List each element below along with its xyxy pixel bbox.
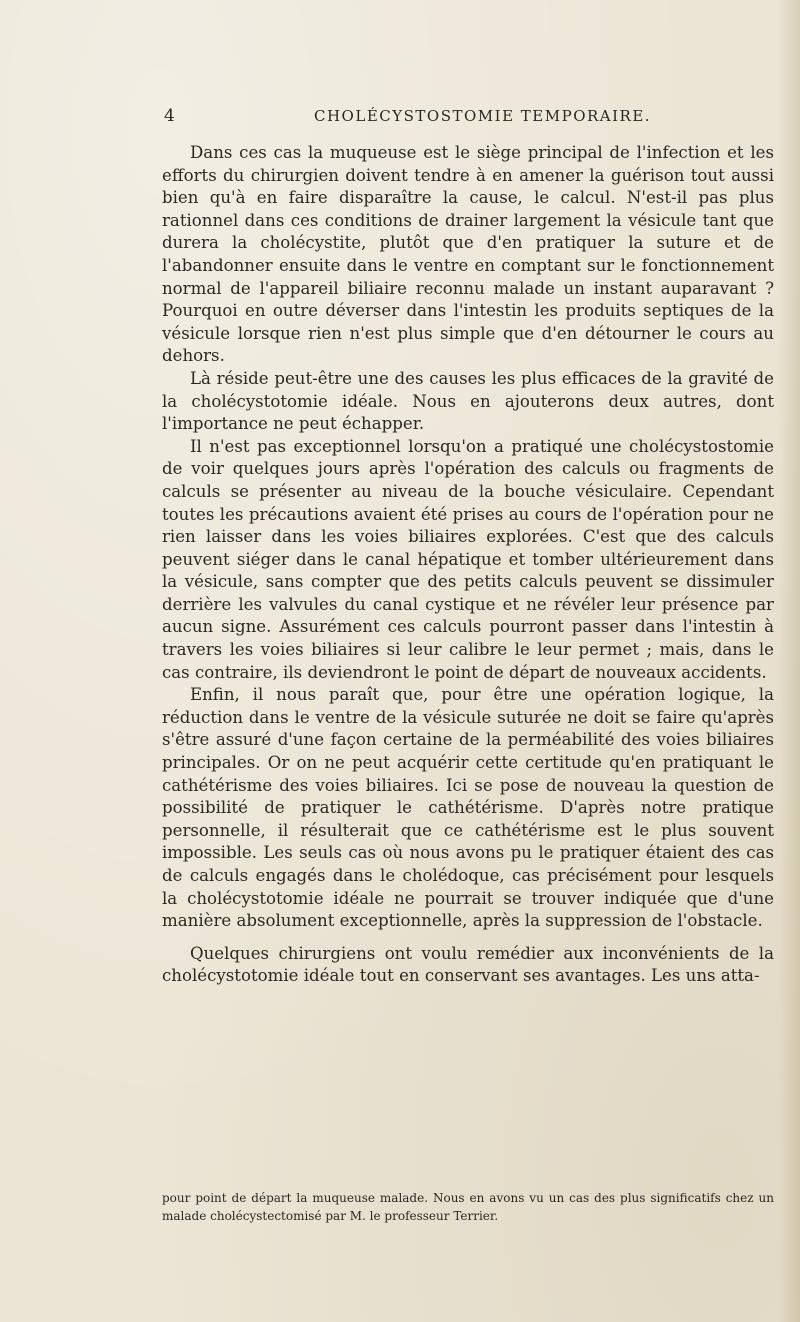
- footnote: pour point de départ la muqueuse malade. Nous en avons vu un cas des plus significatifs chez un malade cholécystectomisé par M. le professeur Terrier.: [162, 1191, 774, 1223]
- paragraph-3: Il n'est pas exceptionnel lorsqu'on a pratiqué une cholécystostomie de voir quelques jours après l'opération des calculs ou fragments de calculs se présenter au niveau de la bouche vésiculaire. Cependant toutes les précautions avaient été prises au cours de l'opération pour ne rien laisser dans les voies biliaires explorées. C'est que des calculs peuvent siéger dans le canal hépatique et tomber ultérieurement dans la vésicule, sans compter que des petits calculs peuvent se dissimuler derrière les valvules du canal cystique et ne révéler leur présence par aucun signe. Assurément ces calculs pourront passer dans l'intestin à travers les voies biliaires si leur calibre le leur permet ; mais, dans le cas contraire, ils deviendront le point de départ de nouveaux accidents.: [162, 436, 774, 682]
- page-edge-shadow: [778, 0, 800, 1322]
- paragraph-gap: [162, 933, 774, 943]
- running-title: CHOLÉCYSTOSTOMIE TEMPORAIRE.: [314, 107, 652, 125]
- paragraph-1: Dans ces cas la muqueuse est le siège principal de l'infection et les efforts du chirurgien doivent tendre à en amener la guérison tout aussi bien qu'à en faire disparaître la cause, le calcul. N'est-il pas plus rationnel dans ces conditions de drainer largement la vésicule tant que durera la cholécystite, plutôt que d'en pratiquer la suture et de l'abandonner ensuite dans le ventre en comptant sur le fonctionnement normal de l'appareil biliaire reconnu malade un instant auparavant ? Pourquoi en outre déverser dans l'intestin les produits septiques de la vésicule lorsque rien n'est plus simple que d'en détourner le cours au dehors.: [162, 143, 774, 366]
- paragraph-5: Quelques chirurgiens ont voulu remédier aux inconvénients de la cholécystotomie idéale tout en conservant ses avantages. Les uns atta-: [162, 943, 774, 986]
- page-header: [164, 106, 764, 128]
- paragraph-4: Enfin, il nous paraît que, pour être une opération logique, la réduction dans le ventre de la vésicule suturée ne doit se faire qu'après s'être assuré d'une façon certaine de la perméabilité des voies biliaires principales. Or on ne peut acquérir cette certitude qu'en pratiquant le cathétérisme des voies biliaires. Ici se pose de nouveau la question de possibilité de pratiquer le cathétérisme. D'après notre pratique personnelle, il résulterait que ce cathétérisme est le plus souvent impossible. Les seuls cas où nous avons pu le pratiquer étaient des cas de calculs engagés dans le cholédoque, cas précisément pour lesquels la cholécystotomie idéale ne pourrait se trouver indiquée que d'une manière absolument exceptionnelle, après la suppression de l'obstacle.: [162, 685, 774, 931]
- paragraph-2: Là réside peut-être une des causes les plus efficaces de la gravité de la cholécystotomie idéale. Nous en ajouterons deux autres, dont l'importance ne peut échapper.: [162, 368, 774, 434]
- page-number: 4: [164, 106, 176, 126]
- body-text: [162, 142, 774, 988]
